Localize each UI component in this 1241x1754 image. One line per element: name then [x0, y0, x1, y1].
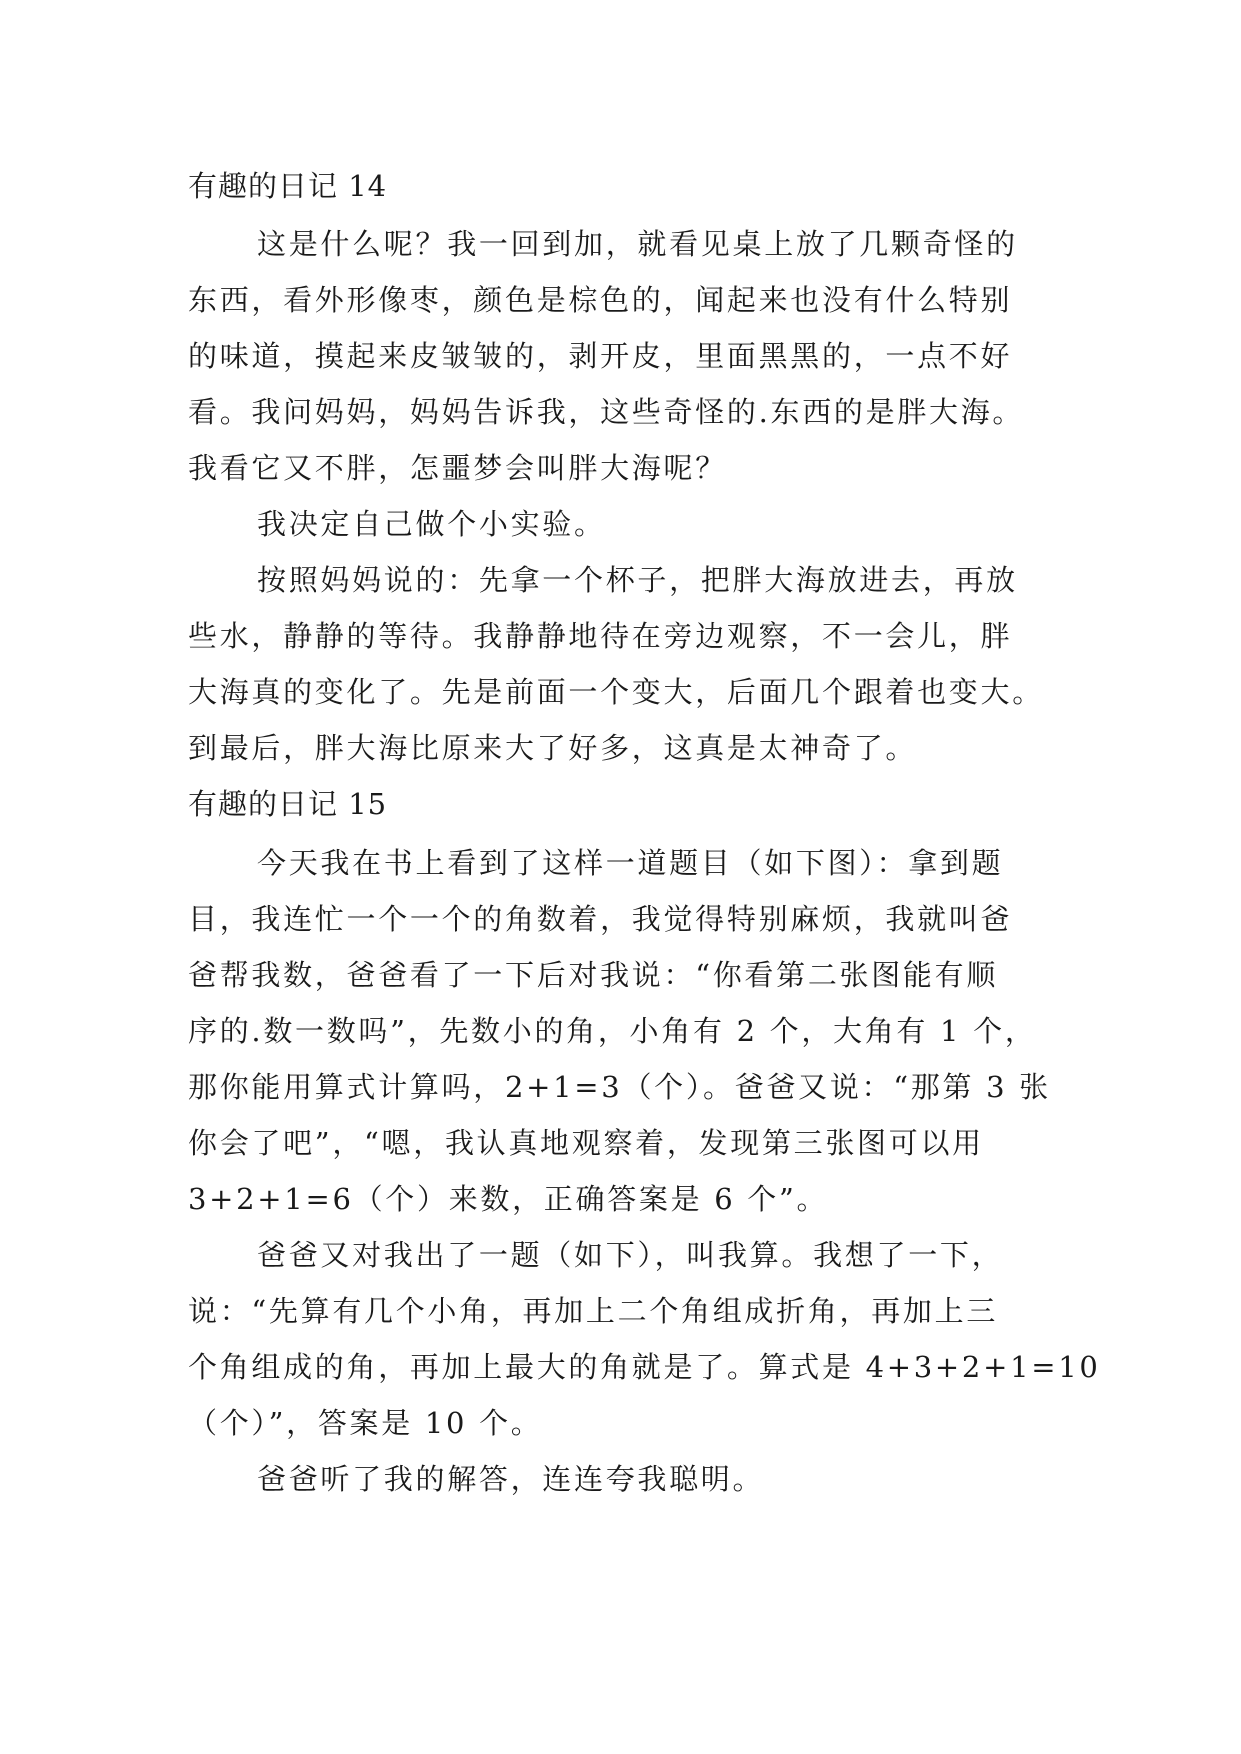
paragraph-line: 说：“先算有几个小角，再加上二个角组成折角，再加上三 [188, 1294, 999, 1328]
paragraph-line: 爸帮我数，爸爸看了一下后对我说：“你看第二张图能有顺 [188, 958, 999, 992]
paragraph-line: 那你能用算式计算吗，2+1=3（个）。爸爸又说：“那第 3 张 [188, 1070, 1051, 1104]
paragraph-line: 目，我连忙一个一个的角数着，我觉得特别麻烦，我就叫爸 [188, 902, 1013, 936]
paragraph-line: 爸爸听了我的解答，连连夸我聪明。 [257, 1462, 765, 1496]
paragraph-line: 爸爸又对我出了一题（如下），叫我算。我想了一下， [257, 1238, 1004, 1272]
paragraph-line: 个角组成的角，再加上最大的角就是了。算式是 4+3+2+1=10 [188, 1350, 1101, 1384]
paragraph-line: 的味道，摸起来皮皱皱的，剥开皮，里面黑黑的，一点不好 [188, 339, 1013, 373]
paragraph-line: 今天我在书上看到了这样一道题目（如下图）：拿到题 [257, 846, 1004, 880]
paragraph-line: （个）”，答案是 10 个。 [188, 1406, 543, 1440]
paragraph-line: 这是什么呢？我一回到加，就看见桌上放了几颗奇怪的 [257, 227, 1018, 261]
paragraph-line: 3+2+1=6（个）来数，正确答案是 6 个”。 [188, 1182, 829, 1216]
paragraph-line: 序的.数一数吗”，先数小的角，小角有 2 个，大角有 1 个， [188, 1014, 1037, 1048]
paragraph-line: 些水，静静的等待。我静静地待在旁边观察，不一会儿，胖 [188, 619, 1013, 653]
paragraph-line: 东西，看外形像枣，颜色是棕色的，闻起来也没有什么特别 [188, 283, 1013, 317]
paragraph-line: 你会了吧”，“嗯，我认真地观察着，发现第三张图可以用 [188, 1126, 984, 1160]
paragraph-line: 我决定自己做个小实验。 [257, 507, 606, 541]
paragraph-line: 我看它又不胖，怎噩梦会叫胖大海呢？ [188, 451, 727, 485]
section-title: 有趣的日记 14 [188, 169, 388, 203]
paragraph-line: 大海真的变化了。先是前面一个变大，后面几个跟着也变大。 [188, 675, 1044, 709]
paragraph-line: 到最后，胖大海比原来大了好多，这真是太神奇了。 [188, 731, 918, 765]
paragraph-line: 按照妈妈说的：先拿一个杯子，把胖大海放进去，再放 [257, 563, 1018, 597]
paragraph-line: 看。我问妈妈，妈妈告诉我，这些奇怪的.东西的是胖大海。 [188, 395, 1025, 429]
section-title: 有趣的日记 15 [188, 787, 388, 821]
